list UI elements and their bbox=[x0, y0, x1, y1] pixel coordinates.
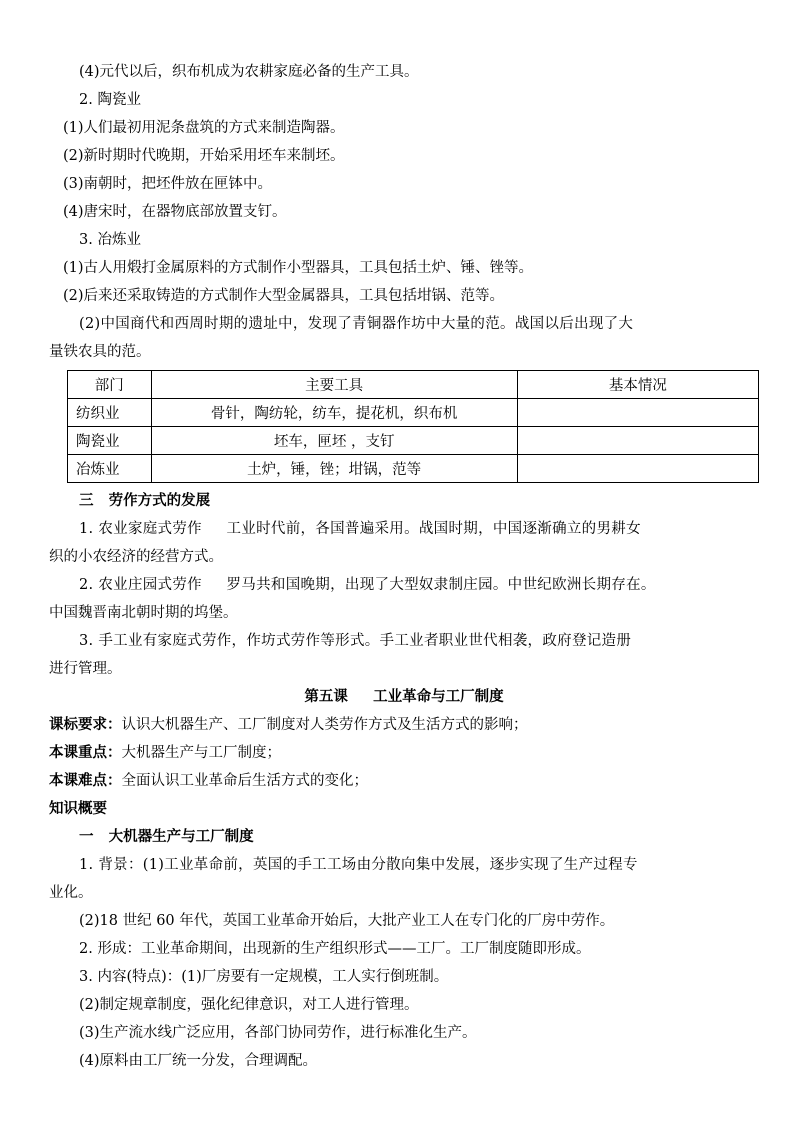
paragraph: 量铁农具的范。 bbox=[49, 344, 151, 360]
subsection-heading: 3. 冶炼业 bbox=[79, 232, 141, 248]
requirement-text: 认识大机器生产、工厂制度对人类劳作方式及生活方式的影响； bbox=[121, 717, 528, 733]
requirement-label: 课标要求： bbox=[49, 716, 122, 733]
paragraph: (3)生产流水线广泛应用，各部门协同劳作，进行标准化生产。 bbox=[79, 1025, 477, 1041]
paragraph: 2. 形成：工业革命期间，出现新的生产组织形式——工厂。工厂制度随即形成。 bbox=[79, 941, 591, 957]
key-point-label: 本课重点： bbox=[49, 744, 122, 761]
paragraph: 1. 背景：(1)工业革命前，英国的手工工场由分散向集中发展，逐步实现了生产过程专 bbox=[79, 857, 638, 873]
subsection-heading: 2. 陶瓷业 bbox=[79, 92, 141, 108]
table-cell: 纺织业 bbox=[68, 399, 152, 427]
paragraph: (2)18 世纪 60 年代，英国工业革命开始后，大批产业工人在专门化的厂房中劳作。 bbox=[79, 913, 615, 929]
paragraph: 1. 农业家庭式劳作 工业时代前，各国普遍采用。战国时期，中国逐渐确立的男耕女 bbox=[79, 521, 641, 537]
table-cell bbox=[517, 455, 758, 483]
lesson-title: 第五课 工业革命与工厂制度 bbox=[304, 688, 504, 705]
table-cell: 骨针，陶纺轮，纺车，提花机，织布机 bbox=[151, 399, 517, 427]
paragraph: 3. 手工业有家庭式劳作，作坊式劳作等形式。手工业者职业世代相袭，政府登记造册 bbox=[79, 633, 632, 649]
overview-heading: 知识概要 bbox=[49, 800, 107, 817]
paragraph: 中国魏晋南北朝时期的坞堡。 bbox=[49, 605, 238, 621]
table-header-row bbox=[68, 371, 759, 399]
key-point-text: 大机器生产与工厂制度； bbox=[121, 745, 281, 761]
paragraph: (4)唐宋时，在器物底部放置支钉。 bbox=[63, 204, 287, 220]
table-cell: 土炉，锤，锉；坩锅，范等 bbox=[151, 455, 517, 483]
section-heading: 一 大机器生产与工厂制度 bbox=[79, 828, 254, 845]
table-header-cell: 部门 bbox=[68, 371, 152, 399]
table-row bbox=[68, 399, 759, 427]
requirement-line bbox=[49, 711, 759, 739]
paragraph: (2)新时期时代晚期，开始采用坯车来制坯。 bbox=[63, 148, 345, 164]
table-cell: 坯车，匣坯 ，支钉 bbox=[151, 427, 517, 455]
table-cell: 冶炼业 bbox=[68, 455, 152, 483]
table-cell bbox=[517, 427, 758, 455]
difficulty-label: 本课难点： bbox=[49, 772, 122, 789]
tools-table bbox=[67, 370, 759, 483]
table-header-cell: 基本情况 bbox=[517, 371, 758, 399]
table-cell bbox=[517, 399, 758, 427]
paragraph: (1)人们最初用泥条盘筑的方式来制造陶器。 bbox=[63, 120, 345, 136]
paragraph: (4)元代以后，织布机成为农耕家庭必备的生产工具。 bbox=[79, 64, 419, 80]
paragraph: (1)古人用煅打金属原料的方式制作小型器具，工具包括土炉、锤、锉等。 bbox=[63, 260, 534, 276]
paragraph: (2)中国商代和西周时期的遗址中，发现了青铜器作坊中大量的范。战国以后出现了大 bbox=[79, 316, 634, 332]
table-row bbox=[68, 427, 759, 455]
key-point-line bbox=[49, 739, 759, 767]
document-page bbox=[49, 58, 759, 1075]
paragraph: (4)原料由工厂统一分发，合理调配。 bbox=[79, 1053, 318, 1069]
paragraph: 业化。 bbox=[49, 885, 93, 901]
difficulty-text: 全面认识工业革命后生活方式的变化； bbox=[121, 773, 368, 789]
table-cell: 陶瓷业 bbox=[68, 427, 152, 455]
paragraph: (3)南朝时，把坯件放在匣钵中。 bbox=[63, 176, 273, 192]
paragraph: (2)制定规章制度，强化纪律意识，对工人进行管理。 bbox=[79, 997, 419, 1013]
section-heading: 三 劳作方式的发展 bbox=[79, 492, 211, 509]
difficulty-line bbox=[49, 767, 759, 795]
paragraph: 3. 内容(特点)：(1)厂房要有一定规模，工人实行倒班制。 bbox=[79, 969, 449, 985]
paragraph: 进行管理。 bbox=[49, 661, 122, 677]
table-row bbox=[68, 455, 759, 483]
table-header-cell: 主要工具 bbox=[151, 371, 517, 399]
paragraph: (2)后来还采取铸造的方式制作大型金属器具，工具包括坩锅、范等。 bbox=[63, 288, 505, 304]
paragraph: 织的小农经济的经营方式。 bbox=[49, 549, 223, 565]
paragraph: 2. 农业庄园式劳作 罗马共和国晚期，出现了大型奴隶制庄园。中世纪欧洲长期存在。 bbox=[79, 577, 656, 593]
